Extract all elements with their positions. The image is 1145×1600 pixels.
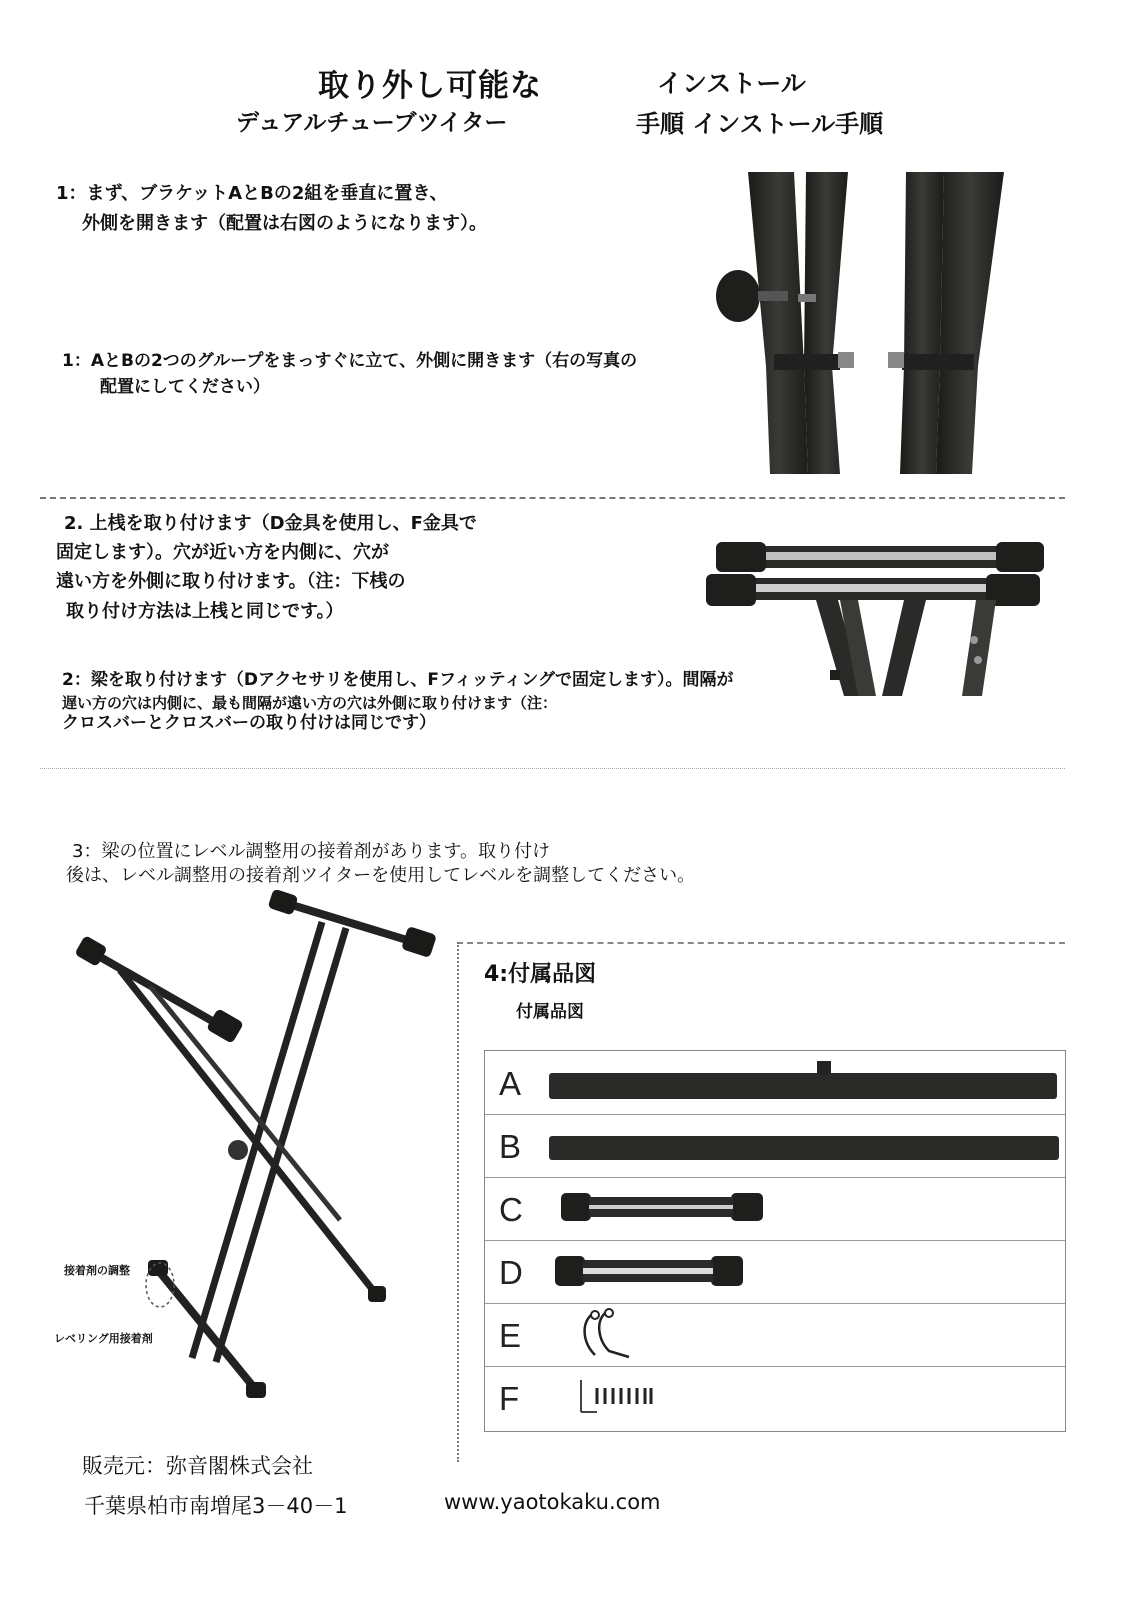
step2-line2: 固定します）。穴が近い方を内側に、穴が — [56, 542, 389, 563]
section-divider — [40, 768, 1065, 769]
callout-adjust: 接着剤の調整 — [64, 1264, 130, 1277]
step1-line1: 1：まず、ブラケットAとBの2組を垂直に置き、 — [56, 183, 448, 204]
part-label: B — [499, 1128, 522, 1165]
step2-alt-line1: 2：梁を取り付けます（Dアクセサリを使用し、Fフィッティングで固定します）。間隔が — [62, 670, 734, 690]
step2-crossbar-photo — [706, 540, 1046, 700]
website-link[interactable]: www.yaotokaku.com — [444, 1490, 661, 1514]
parts-frame-left — [457, 942, 459, 1462]
seller-name: 販売元：弥音閣株式会社 — [82, 1454, 313, 1478]
step3-line1: 3：梁の位置にレベル調整用の接着剤があります。取り付け — [72, 841, 551, 862]
step1-line2: 外側を開きます（配置は右図のようになります）。 — [82, 213, 487, 234]
step1-alt-line2: 配置にしてください） — [100, 377, 270, 397]
parts-row-a — [485, 1051, 1065, 1115]
parts-row-e — [485, 1303, 1065, 1367]
parts-row-d — [485, 1240, 1065, 1304]
step2-alt-line2: 遅い方の穴は内側に、最も間隔が遠い方の穴は外側に取り付けます（注： — [62, 694, 558, 712]
parts-subtitle: 付属品図 — [516, 1002, 584, 1022]
parts-row-f — [485, 1366, 1065, 1429]
part-label: A — [499, 1065, 522, 1102]
part-b-image — [549, 1122, 1061, 1170]
step2-alt-line3: クロスバーとクロスバーの取り付けは同じです） — [62, 713, 436, 733]
page-title: 取り外し可能な — [318, 68, 542, 104]
step1-bracket-photo — [708, 166, 1008, 478]
step2-line4: 取り付け方法は上桟と同じです。） — [66, 601, 344, 622]
part-label: E — [499, 1317, 522, 1354]
step2-line1: 2. 上桟を取り付けます（D金具を使用し、F金具で — [64, 513, 477, 534]
page-subtitle: デュアルチューブツイター — [236, 110, 508, 136]
part-label: D — [499, 1254, 523, 1291]
part-c-image — [561, 1187, 771, 1233]
seller-address: 千葉県柏市南増尾3－40－1 — [84, 1494, 348, 1518]
parts-title: 4:付属品図 — [484, 962, 597, 987]
parts-frame-top — [457, 942, 1065, 944]
parts-row-c — [485, 1177, 1065, 1241]
parts-row-b — [485, 1114, 1065, 1178]
step2-line3: 遠い方を外側に取り付けます。（注：下桟の — [56, 571, 406, 592]
part-d-image — [555, 1252, 755, 1296]
part-label: F — [499, 1380, 520, 1417]
step3-line2: 後は、レベル調整用の接着剤ツイターを使用してレベルを調整してください。 — [66, 865, 696, 886]
install-heading: インストール — [657, 69, 806, 98]
step1-alt-line1: 1：AとBの2つのグループをまっすぐに立て、外側に開きます（右の写真の — [62, 351, 638, 371]
part-e-image — [577, 1307, 647, 1363]
part-label: C — [499, 1191, 523, 1228]
parts-table — [484, 1050, 1066, 1432]
part-f-image — [579, 1378, 669, 1418]
section-divider — [40, 497, 1065, 499]
install-steps-heading: 手順 インストール手順 — [636, 110, 884, 138]
part-a-image — [549, 1057, 1059, 1107]
callout-leveling: レベリング用接着剤 — [54, 1332, 153, 1345]
